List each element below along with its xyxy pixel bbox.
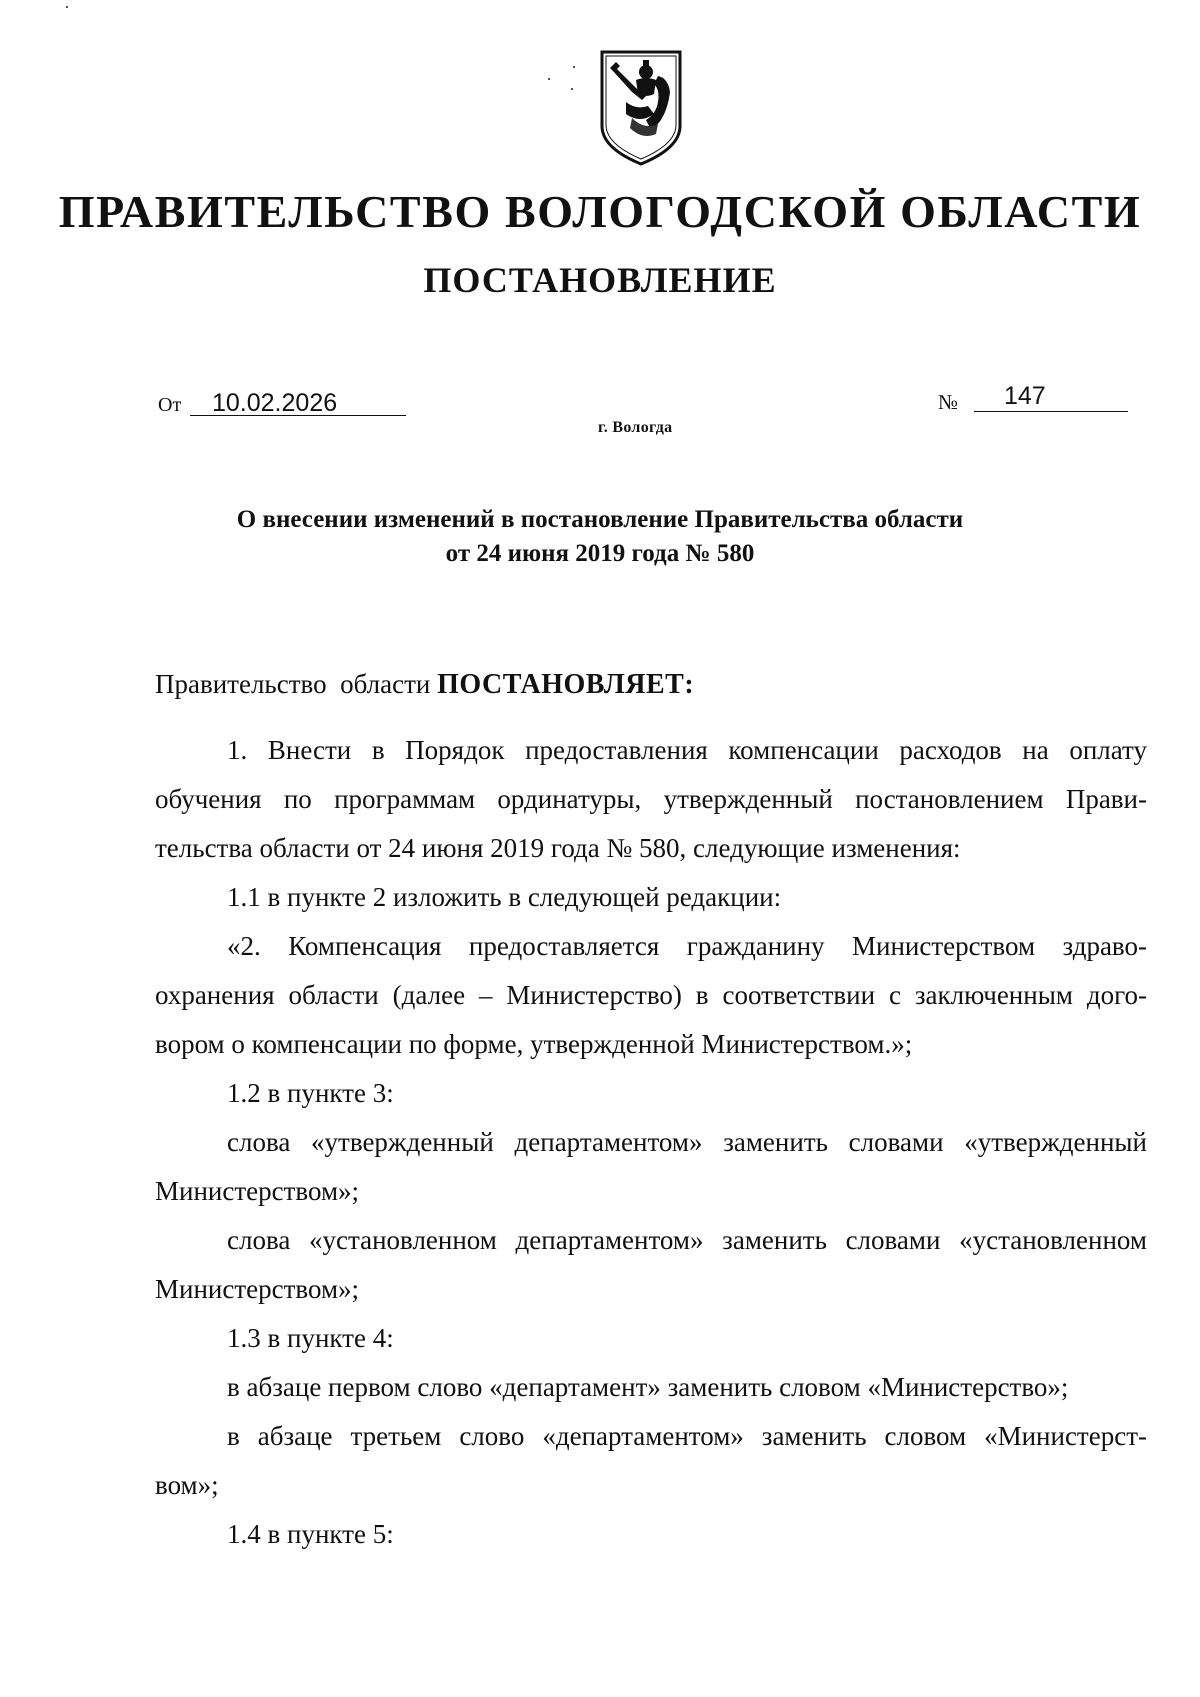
body-line: слова «утвержденный департаментом» заменить словами «утвержденный xyxy=(227,1127,1147,1157)
body-line: вом»; xyxy=(155,1470,219,1500)
body-line: обучения по программам ординатуры, утвержденный постановлением Прави- xyxy=(155,784,1147,814)
body-line: Министерством»; xyxy=(155,1176,360,1206)
body-line: слова «установленном департаментом» заменить словами «установленном xyxy=(227,1225,1147,1255)
body-line: 1.1 в пункте 2 изложить в следующей редакции: xyxy=(227,882,782,912)
coat-of-arms-icon xyxy=(596,48,686,170)
body-line: в абзаце третьем слово «департаментом» заменить словом «Министерст- xyxy=(227,1421,1147,1451)
subject-line-1: О внесении изменений в постановление Правительства области xyxy=(236,506,964,533)
body-line: тельства области от 24 июня 2019 года № 580, следующие изменения: xyxy=(155,833,961,863)
number-underline xyxy=(974,411,1128,412)
body-line: охранения области (далее – Министерство) в соответствии с заключенным дого- xyxy=(155,980,1147,1010)
scan-speck xyxy=(548,78,550,80)
body-line: вором о компенсации по форме, утвержденной Министерством.»; xyxy=(155,1029,913,1059)
preamble xyxy=(155,667,694,702)
body-line: 1.2 в пункте 3: xyxy=(227,1078,394,1108)
body-line: 1.3 в пункте 4: xyxy=(227,1323,394,1353)
date-value: 10.02.2026 xyxy=(212,389,338,417)
date-label: От xyxy=(158,394,182,416)
body-line: Министерством»; xyxy=(155,1274,360,1304)
subject-line-2: от 24 июня 2019 года № 580 xyxy=(445,540,755,567)
scan-speck xyxy=(573,66,575,68)
body-line: 1.4 в пункте 5: xyxy=(227,1519,394,1549)
body-line: 1. Внести в Порядок предоставления компенсации расходов на оплату xyxy=(227,735,1147,765)
scan-speck xyxy=(571,88,573,90)
body-line: «2. Компенсация предоставляется гражданину Министерством здраво- xyxy=(227,931,1147,961)
organization-title: ПРАВИТЕЛЬСТВО ВОЛОГОДСКОЙ ОБЛАСТИ xyxy=(58,186,1142,237)
preamble-text: Правительство области xyxy=(155,669,431,699)
scan-speck xyxy=(66,6,68,8)
body-line: в абзаце первом слово «департамент» заменить словом «Министерство»; xyxy=(227,1372,1069,1402)
number-label: № xyxy=(938,390,959,414)
document-type: ПОСТАНОВЛЕНИЕ xyxy=(423,260,777,300)
preamble-emphasis: ПОСТАНОВЛЯЕТ: xyxy=(437,669,695,700)
number-value: 147 xyxy=(1004,382,1046,410)
city: г. Вологда xyxy=(598,419,673,436)
document-subject xyxy=(0,503,1200,571)
